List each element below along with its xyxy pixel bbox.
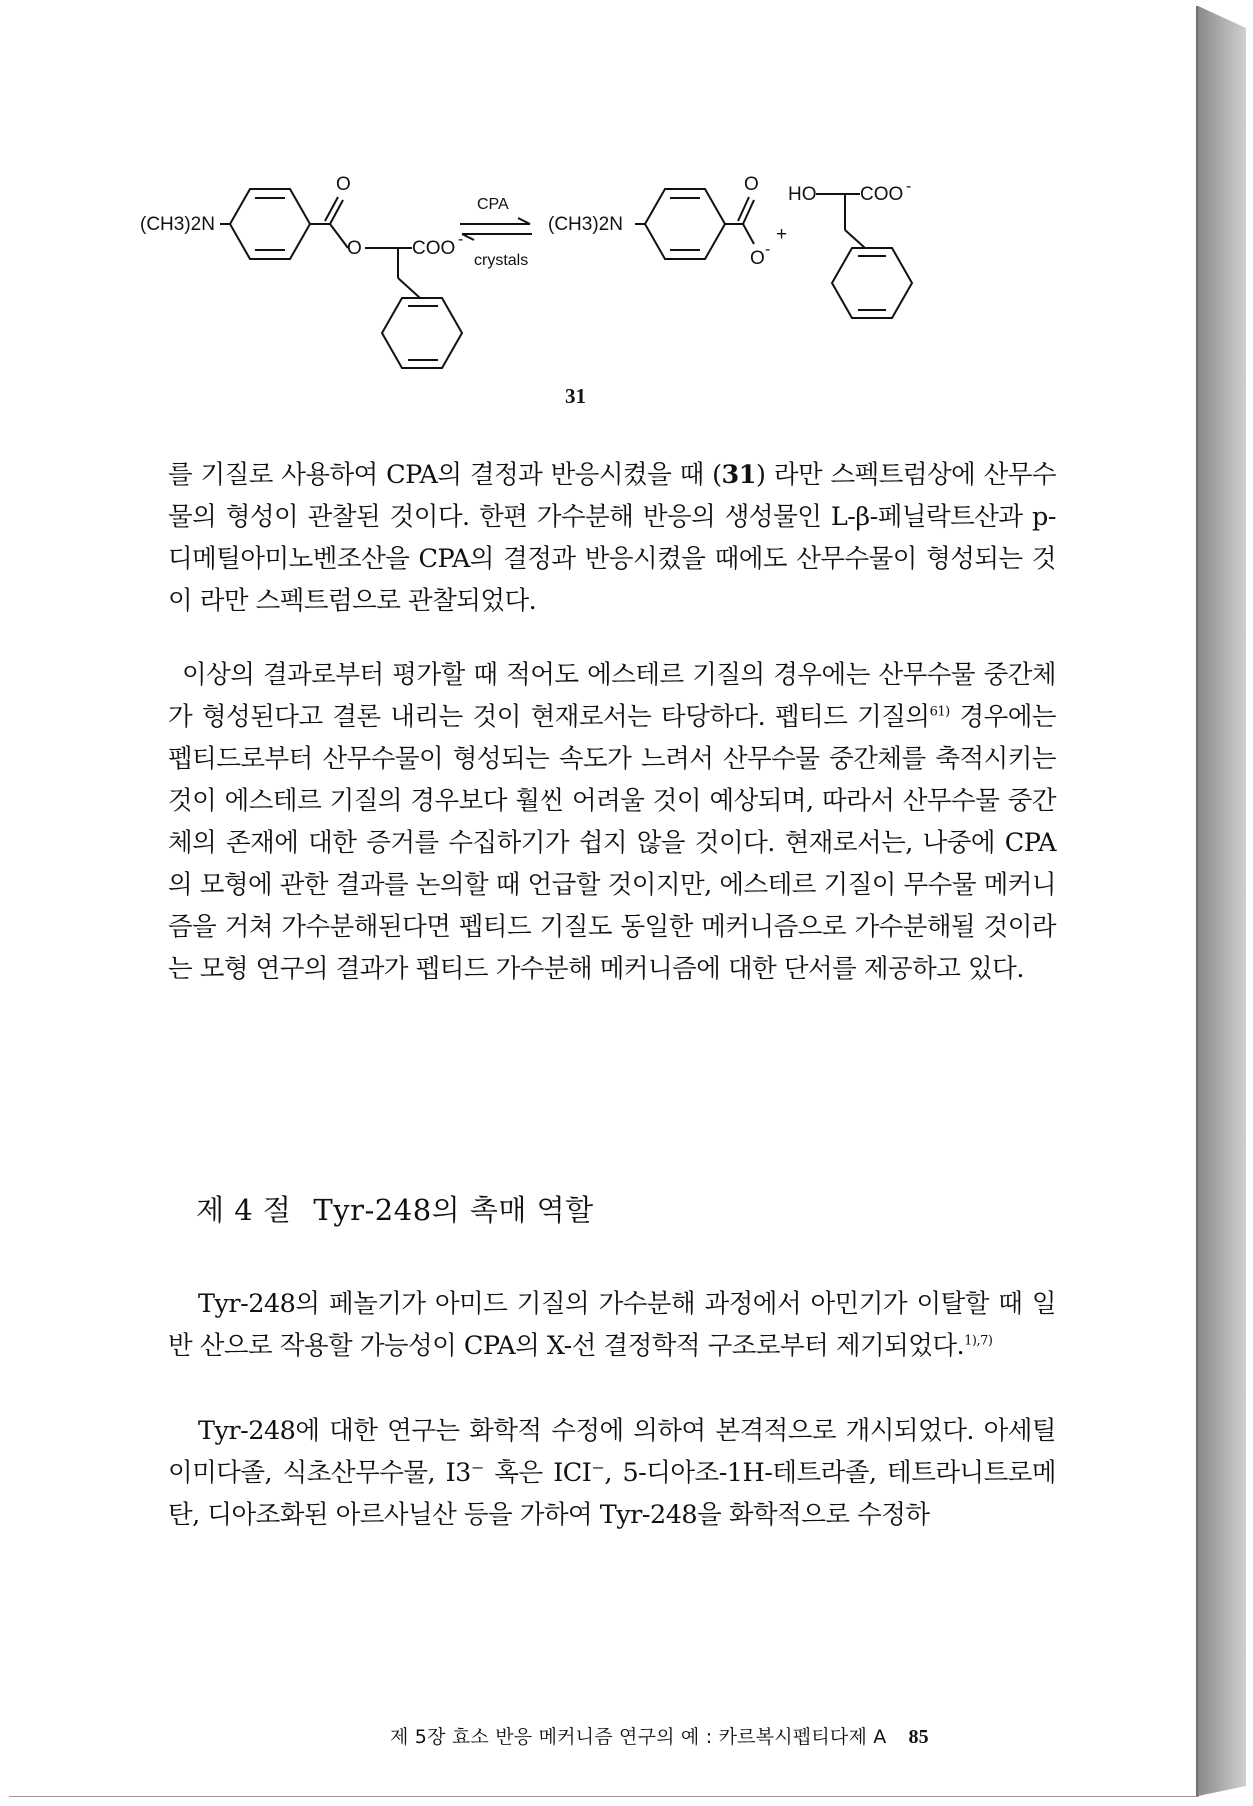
paragraph-2-post: 경우에는 펩티드로부터 산무수물이 형성되는 속도가 느려서 산무수물 중간체를 축적시키는 것이 에스테르 기질의 경우보다 훨씬 어려울 것이 예상되며, 따라서 산무수물 중간체의 존재에 대한 증거를 수집하기가 쉽지 않을 것이다. 현재로서는, 나중에 CPA의 모형에 관한 결과를 논의할 때 언급할 것이지만, 에스테르 기질이 무수물 메커니즘을 거쳐 가수분해된다면 펩티드 기질도 동일한 메커니즘으로 가수분해될 것이라는 모형 연구의 결과가 펩티드 가수분해 메커니즘에 대한 단서를 제공하고 있다. <box>168 702 1056 984</box>
citation-1-7: 1),7) <box>964 1333 993 1349</box>
page-number: 85 <box>908 1726 929 1748</box>
product-o-minus-charge: - <box>765 241 771 258</box>
product-co-double-a <box>743 200 754 224</box>
paragraph-3-text: Tyr-248의 페놀기가 아미드 기질의 가수분해 과정에서 아민기가 이탈할 때 일반 산으로 작용할 가능성이 CPA의 X-선 결정학적 구조로부터 제기되었다. <box>168 1289 1056 1361</box>
reaction-scheme-drawing <box>140 174 1100 420</box>
arrow-cpa-label: CPA <box>477 196 509 213</box>
reactant-carbonyl-o-label: O <box>336 174 351 195</box>
compound-reference: 31 <box>721 460 757 490</box>
reactant-ch2-ring <box>398 278 420 298</box>
paragraph-2 <box>168 654 1056 990</box>
compound-number: 31 <box>565 384 586 408</box>
paragraph-1-pre: 를 기질로 사용하여 CPA의 결정과 반응시켰을 때 ( <box>168 460 722 490</box>
paragraph-2-pre: 이상의 결과로부터 평가할 때 적어도 에스테르 기질의 경우에는 산무수물 중간체가 형성된다고 결론 내리는 것이 현재로서는 타당하다. 펩티드 기질의 <box>168 660 1056 732</box>
running-chapter-title: 제 5장 효소 반응 메커니즘 연구의 예 : 카르복시펩티다제 A <box>390 1726 887 1748</box>
paragraph-1 <box>168 454 1056 622</box>
arrow-crystals-label: crystals <box>474 252 529 269</box>
product-co-double-b <box>738 197 749 221</box>
paragraph-1-post: ) 라만 스펙트럼상에 산무수물의 형성이 관찰된 것이다. 한편 가수분해 반응의 생성물인 L-β-페닐락트산과 p-디메틸아미노벤조산을 CPA의 결정과 반응시켰을 때에도 산무수물이 형성되는 것이 라만 스펙트럼으로 관찰되었다. <box>168 460 1057 616</box>
reactant-benzyl-ring <box>382 298 462 368</box>
product-aryl-ring <box>645 189 725 259</box>
section-title: Tyr-248의 촉매 역할 <box>313 1193 594 1227</box>
reactant-co-double-a <box>330 200 343 224</box>
product-dimethylamino-label: (CH3)2N <box>548 214 623 235</box>
product-carboxylate-label: COO <box>860 184 904 205</box>
page-footer <box>390 1722 929 1749</box>
reactant-carboxylate-charge: - <box>458 231 464 248</box>
plus-sign: + <box>776 224 788 245</box>
product-carboxylate-charge: - <box>906 178 912 195</box>
product-o-minus-label: O <box>750 248 765 269</box>
product-ch2-ring <box>845 230 865 248</box>
reactant-c-o-ester <box>330 224 348 248</box>
reactant-carboxylate-label: COO <box>412 238 456 259</box>
reactant-aryl-ring <box>230 189 310 259</box>
reaction-scheme <box>140 174 1100 420</box>
product-benzyl-ring <box>832 248 912 318</box>
paragraph-3 <box>168 1283 1056 1367</box>
section-heading <box>196 1188 594 1229</box>
reactant-dimethylamino-label: (CH3)2N <box>140 214 215 235</box>
product-carbonyl-o-label: O <box>744 174 759 195</box>
product-c-o-minus <box>743 224 754 244</box>
citation-61: 61) <box>929 704 950 720</box>
paragraph-4: Tyr-248에 대한 연구는 화학적 수정에 의하여 본격적으로 개시되었다. 아세틸 이미다졸, 식초산무수물, I3⁻ 혹은 ICI⁻, 5-디아조-1H-테트라졸, 테트라니트로메탄, 디아조화된 아르사닐산 등을 가하여 Tyr-248을 화학적으로 수정하 <box>168 1416 1056 1530</box>
product-ho-label: HO <box>788 184 817 205</box>
page-thickness-shading <box>1198 6 1246 1796</box>
reactant-co-double-b <box>325 197 338 221</box>
section-number: 제 4 절 <box>196 1193 292 1227</box>
reactant-ester-o-label: O <box>347 238 362 259</box>
